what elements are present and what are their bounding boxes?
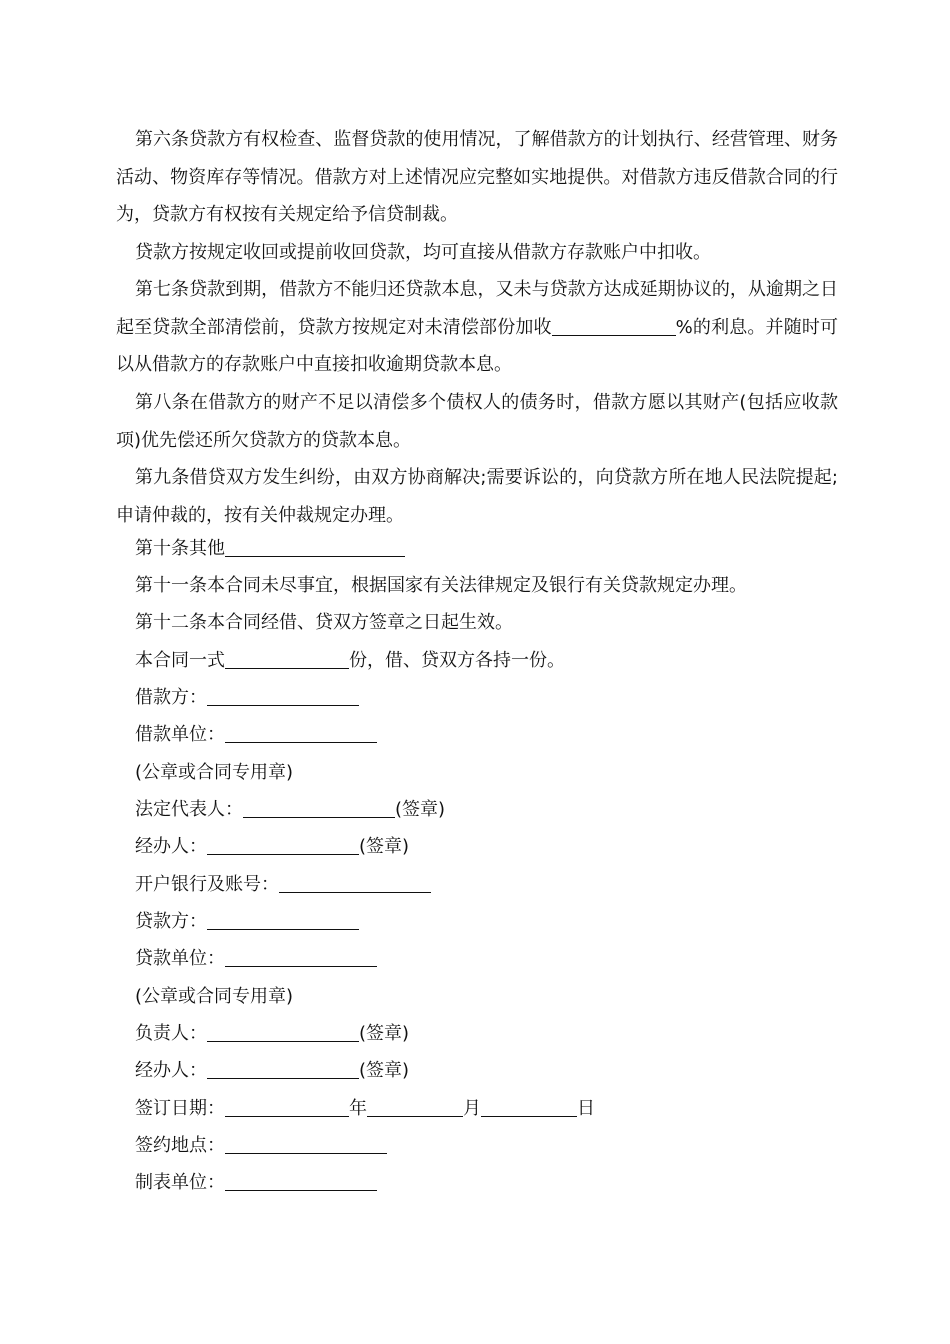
interest-rate-blank <box>552 317 676 336</box>
bank-account-label: 开户银行及账号： <box>135 874 279 895</box>
signing-place-label: 签约地点： <box>135 1135 225 1156</box>
lender-handler-blank <box>207 1060 359 1079</box>
article-9-paragraph: 第九条借贷双方发生纠纷，由双方协商解决;需要诉讼的，向贷款方所在地人民法院提起;申请仲裁的，按有关仲裁规定办理。 <box>116 467 838 526</box>
borrower-label: 借款方： <box>135 687 207 708</box>
article-6-paragraph: 第六条贷款方有权检查、监督贷款的使用情况，了解借款方的计划执行、经营管理、财务活动、物资库存等情况。借款方对上述情况应完整如实地提供。对借款方违反借款合同的行为，贷款方有权按有关规定给予信贷制裁。 <box>116 129 838 225</box>
lender-handler-signature-note: (签章) <box>359 1060 410 1081</box>
signing-month-blank <box>367 1098 463 1117</box>
copies-prefix: 本合同一式 <box>135 650 225 671</box>
signing-place-blank <box>225 1135 387 1154</box>
lender-seal-note: (公章或合同专用章) <box>135 986 294 1007</box>
form-maker-line <box>135 1171 377 1195</box>
borrower-blank <box>207 687 359 706</box>
lender-handler-label: 经办人： <box>135 1060 207 1081</box>
other-terms-blank <box>225 538 405 557</box>
signing-place-line <box>135 1134 387 1158</box>
borrower-unit-blank <box>225 724 377 743</box>
copies-suffix: 份，借、贷双方各持一份。 <box>349 650 565 671</box>
borrower-handler-line <box>135 835 409 859</box>
copies-count-blank <box>225 650 349 669</box>
year-label: 年 <box>349 1098 367 1119</box>
borrower-line <box>135 686 359 710</box>
deduction-paragraph: 贷款方按规定收回或提前收回贷款，均可直接从借款方存款账户中扣收。 <box>135 242 711 263</box>
responsible-signature-note: (签章) <box>359 1023 410 1044</box>
article-10-label: 第十条其他 <box>135 538 225 559</box>
month-label: 月 <box>463 1098 481 1119</box>
article-7-text-part1: 第七条贷款到期，借款方不能归还贷款本息，又未与贷款方达成延期协议的，从逾期之日起至贷款全部清偿前，贷款方按规定对未清偿部份加收 <box>116 279 838 338</box>
legal-rep-signature-note: (签章) <box>395 799 446 820</box>
copies-line <box>135 649 565 673</box>
article-7-text-part2: %的利息。并随时可以从借款方的存款账户中直接扣收逾期贷款本息。 <box>116 316 838 375</box>
legal-rep-blank <box>243 799 395 818</box>
form-maker-label: 制表单位： <box>135 1172 225 1193</box>
form-maker-blank <box>225 1172 377 1191</box>
lender-handler-line <box>135 1059 409 1083</box>
bank-account-blank <box>279 874 431 893</box>
borrower-unit-line <box>135 723 377 747</box>
article-7-paragraph <box>116 271 838 384</box>
lender-blank <box>207 911 359 930</box>
borrower-handler-label: 经办人： <box>135 836 207 857</box>
article-12-line: 第十二条本合同经借、贷双方签章之日起生效。 <box>135 612 513 633</box>
article-11-line: 第十一条本合同未尽事宜，根据国家有关法律规定及银行有关贷款规定办理。 <box>135 575 747 596</box>
signing-year-blank <box>225 1098 349 1117</box>
responsible-label: 负责人： <box>135 1023 207 1044</box>
article-10-line <box>135 537 405 561</box>
legal-rep-line <box>135 798 445 822</box>
legal-rep-label: 法定代表人： <box>135 799 243 820</box>
lender-unit-line <box>135 947 377 971</box>
lender-unit-blank <box>225 948 377 967</box>
responsible-blank <box>207 1023 359 1042</box>
lender-line <box>135 910 359 934</box>
signing-date-label: 签订日期： <box>135 1098 225 1119</box>
borrower-handler-signature-note: (签章) <box>359 836 410 857</box>
signing-day-blank <box>481 1098 577 1117</box>
lender-unit-label: 贷款单位： <box>135 948 225 969</box>
borrower-seal-note: (公章或合同专用章) <box>135 762 294 783</box>
lender-label: 贷款方： <box>135 911 207 932</box>
article-8-paragraph: 第八条在借款方的财产不足以清偿多个债权人的债务时，借款方愿以其财产(包括应收款项)优先偿还所欠贷款方的贷款本息。 <box>116 392 838 451</box>
responsible-line <box>135 1022 409 1046</box>
signing-date-line <box>135 1097 595 1121</box>
borrower-handler-blank <box>207 836 359 855</box>
borrower-unit-label: 借款单位： <box>135 724 225 745</box>
day-label: 日 <box>577 1098 595 1119</box>
bank-account-line <box>135 873 431 897</box>
